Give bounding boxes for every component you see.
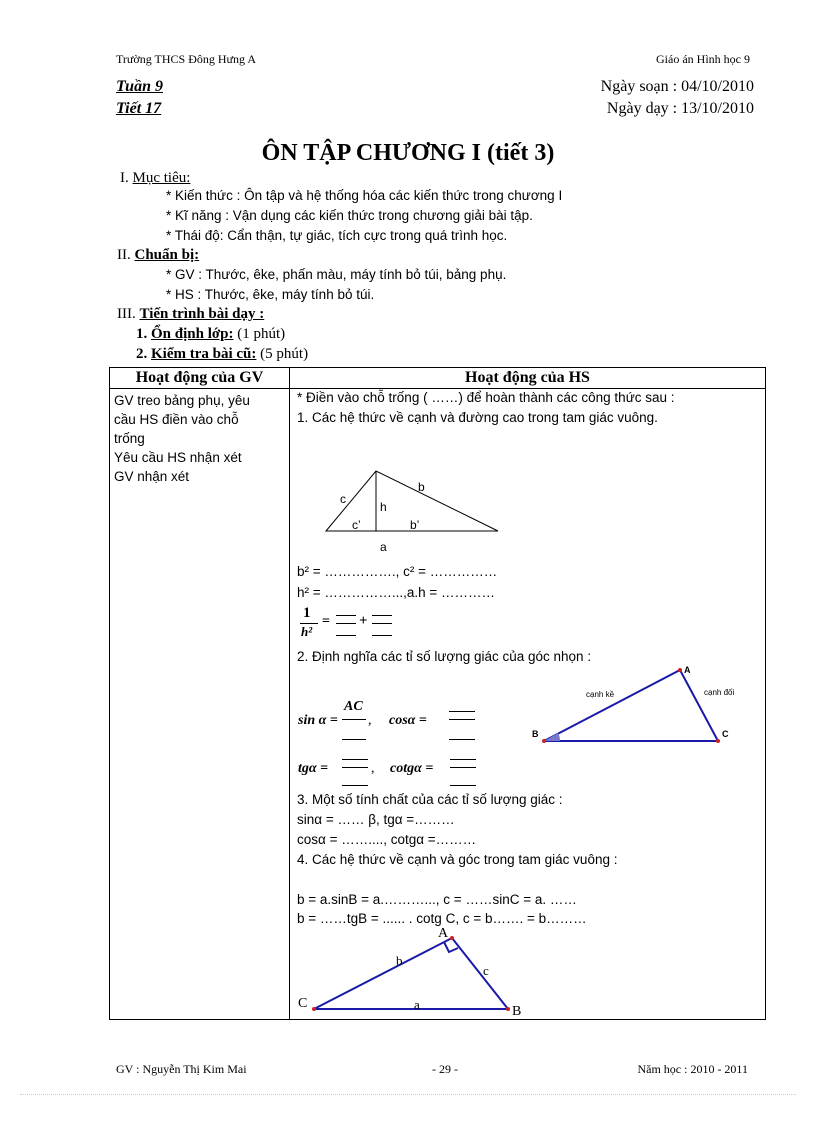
tg-denominator-blank — [342, 785, 368, 786]
blank-numerator-1 — [336, 615, 356, 616]
label-vertex-a: A — [684, 665, 691, 675]
prep-gv: * GV : Thước, êke, phấn màu, máy tính bỏ túi, bảng phụ. — [166, 267, 507, 282]
section1-label: Mục tiêu: — [132, 170, 191, 186]
date-prepared: Ngày soạn : 04/10/2010 — [600, 78, 754, 95]
hs-item1: 1. Các hệ thức về cạnh và đường cao trong tam giác vuông. — [297, 410, 658, 425]
gv-line: trống — [114, 431, 145, 446]
label-side-a: a — [414, 997, 420, 1012]
week-label: Tuần 9 — [116, 78, 163, 95]
comma: , — [371, 761, 375, 776]
blank-frac-bar-2 — [372, 623, 392, 624]
cos-frac-bar — [449, 719, 475, 720]
label-b-prime: b’ — [410, 518, 420, 532]
step2 — [136, 346, 308, 363]
cotg-label: cotgα = — [390, 761, 434, 776]
vertex-c — [716, 739, 720, 743]
label-b: b — [418, 480, 425, 494]
objective-attitude: * Thái độ: Cẩn thận, tự giác, tích cực trong quá trình học. — [166, 228, 508, 243]
step2-duration: (5 phút) — [256, 346, 309, 362]
label-side-b: b — [396, 953, 403, 968]
step1 — [136, 326, 285, 343]
property-cos-cotg: cosα = ……...., cotgα =……… — [297, 832, 477, 847]
label-c: c — [340, 492, 346, 506]
section3-num: III. — [117, 306, 136, 322]
step1-duration: (1 phút) — [233, 326, 286, 342]
tg-cotg-definitions — [298, 751, 498, 791]
cos-denominator-blank — [449, 739, 475, 740]
hs-cell — [290, 389, 766, 1020]
footer-teacher: GV : Nguyễn Thị Kim Mai — [116, 1062, 247, 1076]
step2-num: 2. — [136, 346, 148, 362]
activity-table — [109, 367, 766, 1020]
prep-hs: * HS : Thước, êke, máy tính bỏ túi. — [166, 287, 375, 302]
gv-line: Yêu cầu HS nhận xét — [114, 450, 242, 465]
gv-line: GV treo bảng phụ, yêu — [114, 393, 250, 408]
date-taught: Ngày dạy : 13/10/2010 — [606, 100, 754, 117]
label-a: a — [380, 540, 387, 554]
label-c-prime: c’ — [352, 518, 361, 532]
comma: , — [368, 713, 372, 728]
frac-denominator: h² — [301, 624, 313, 639]
vertex-b — [542, 739, 546, 743]
formula-b2-c2: b² = ……………., c² = …………… — [297, 564, 498, 579]
section2-heading — [117, 247, 199, 264]
cotg-numerator-blank — [450, 759, 476, 760]
subject-name: Giáo án Hình học 9 — [656, 52, 750, 66]
step2-label: Kiểm tra bài cũ: — [151, 346, 257, 362]
section1-heading — [120, 170, 190, 187]
label-vertex-c: C — [722, 729, 729, 739]
tg-label: tgα = — [298, 761, 329, 776]
vertex-c — [312, 1007, 316, 1011]
section2-num: II. — [117, 247, 131, 263]
side-angle-triangle-figure — [290, 923, 530, 1015]
label-vertex-b: B — [512, 1004, 522, 1015]
tg-numerator-blank — [342, 759, 368, 760]
angle-b-marker — [544, 733, 560, 741]
hs-item4: 4. Các hệ thức về cạnh và góc trong tam giác vuông : — [297, 852, 618, 867]
hs-item3: 3. Một số tính chất của các tỉ số lượng giác : — [297, 792, 563, 807]
step1-num: 1. — [136, 326, 148, 342]
gv-activity — [110, 389, 289, 488]
cotg-frac-bar — [450, 767, 476, 768]
trig-triangle-figure — [526, 661, 758, 755]
page-bottom-divider — [20, 1094, 796, 1095]
gv-cell — [110, 389, 290, 1020]
label-vertex-b: B — [532, 729, 539, 739]
period-label: Tiết 17 — [116, 100, 162, 117]
sin-label: sin α = — [298, 713, 338, 728]
gv-column-header: Hoạt động của GV — [110, 368, 290, 389]
section1-num: I. — [120, 170, 129, 186]
relation-sin: b = a.sinB = a.………..., c = ……sinC = a. …… — [297, 892, 577, 907]
hs-column-header: Hoạt động của HS — [290, 368, 766, 389]
hs-activity — [290, 389, 765, 1019]
section3-label: Tiến trình bài dạy : — [139, 306, 265, 322]
section2-label: Chuẩn bị: — [134, 247, 200, 263]
label-side-c: c — [483, 963, 489, 978]
sin-numerator: AC — [344, 699, 363, 714]
property-sin-tg: sinα = …… β, tgα =……… — [297, 812, 455, 827]
triangle-abc — [544, 670, 718, 741]
gv-line: cầu HS điền vào chỗ — [114, 412, 239, 427]
cos-numerator-blank — [449, 711, 475, 712]
school-name: Trường THCS Đông Hưng A — [116, 52, 257, 66]
hs-intro: * Điền vào chỗ trống ( ……) để hoàn thành các công thức sau : — [297, 390, 675, 405]
cos-label: cosα = — [389, 713, 427, 728]
gv-line: GV nhận xét — [114, 469, 190, 484]
label-vertex-c: C — [298, 996, 308, 1011]
formula-h2-ah: h² = ……………...,a.h = ………… — [297, 585, 496, 600]
label-adjacent-side: cạnh kề — [586, 690, 615, 699]
step1-label: Ổn định lớp: — [151, 326, 234, 342]
hs-item2: 2. Định nghĩa các tỉ số lượng giác của góc nhọn : — [297, 649, 592, 664]
sin-cos-definitions — [298, 699, 498, 743]
vertex-a — [450, 936, 454, 940]
label-opposite-side: cạnh đối — [704, 688, 735, 697]
footer-page-number: - 29 - — [432, 1062, 458, 1076]
objective-skill: * Kĩ năng : Vận dụng các kiến thức trong chương giải bài tập. — [166, 208, 533, 223]
vertex-b — [506, 1007, 510, 1011]
plus-sign: + — [359, 613, 368, 629]
sin-denominator-blank — [342, 739, 366, 740]
altitude-triangle-figure — [320, 465, 510, 555]
tg-frac-bar — [342, 767, 368, 768]
sin-frac-bar — [342, 719, 366, 720]
blank-denominator-1 — [336, 635, 356, 636]
label-h: h — [380, 500, 387, 514]
section3-heading — [117, 306, 264, 323]
cotg-denominator-blank — [450, 785, 476, 786]
blank-denominator-2 — [372, 635, 392, 636]
footer-school-year: Năm học : 2010 - 2011 — [637, 1062, 748, 1076]
relation-tg: b = ……tgB = ...... . cotg C, c = b……. = b……… — [297, 911, 587, 926]
frac-numerator: 1 — [303, 605, 311, 621]
vertex-a — [678, 668, 682, 672]
blank-frac-bar-1 — [336, 623, 356, 624]
reciprocal-formula — [298, 605, 408, 645]
triangle-abc-right — [314, 938, 508, 1009]
label-vertex-a: A — [438, 926, 449, 941]
page-title: ÔN TẬP CHƯƠNG I (tiết 3) — [261, 140, 555, 166]
blank-numerator-2 — [372, 615, 392, 616]
equals-sign: = — [322, 614, 330, 629]
objective-knowledge: * Kiến thức : Ôn tập và hệ thống hóa các kiến thức trong chương I — [166, 188, 563, 203]
